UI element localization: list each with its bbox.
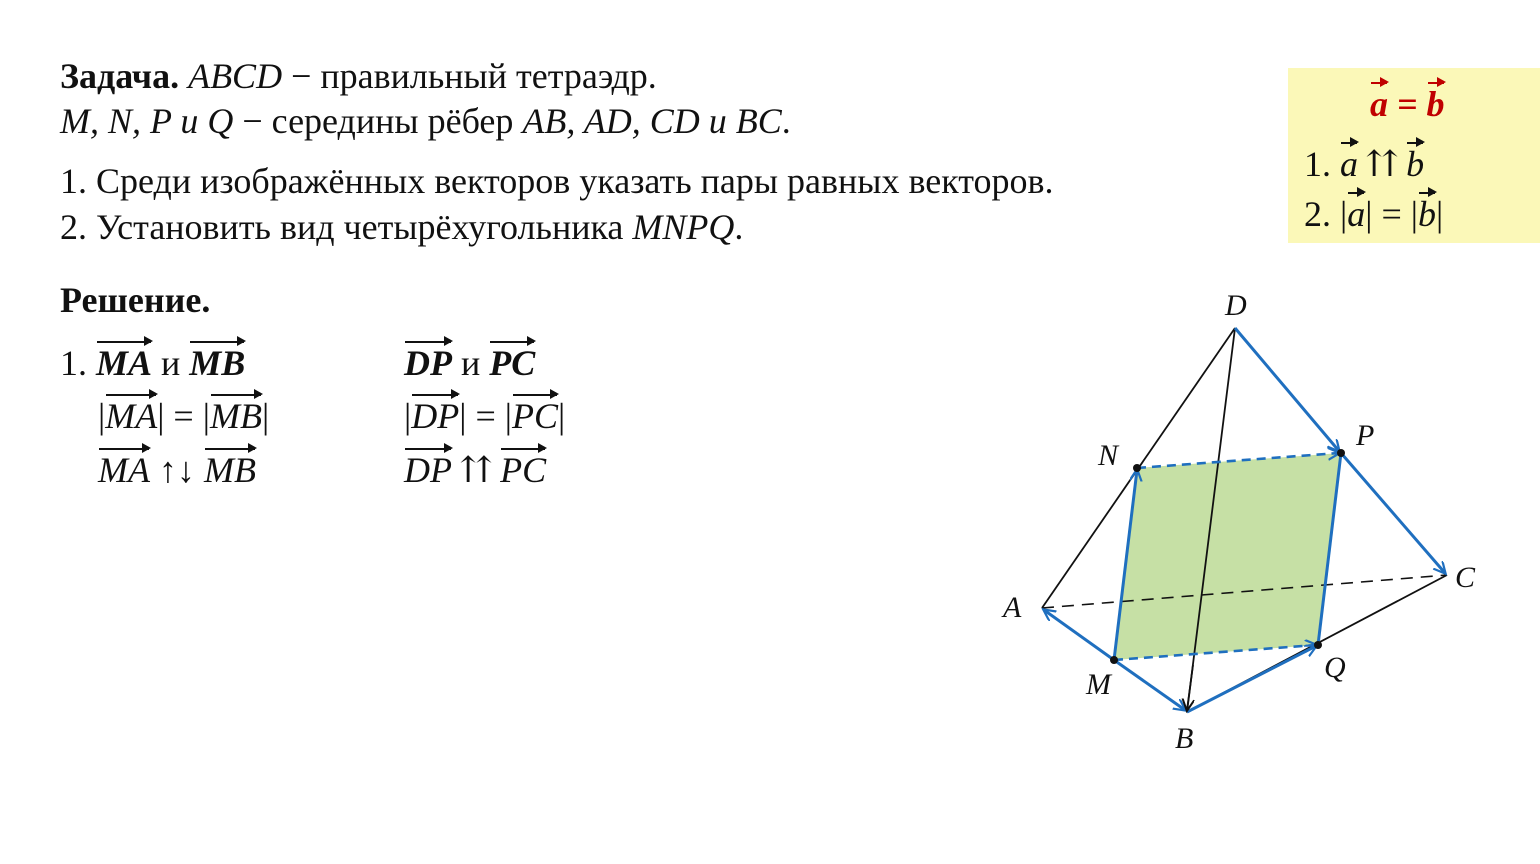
hint-rule-1-b: b: [1406, 144, 1425, 184]
length-DP: DP: [411, 396, 460, 436]
vector-arrow-DP: [1235, 328, 1339, 451]
length-MA: MA: [105, 396, 158, 436]
hint-rule-2-num: 2.: [1304, 194, 1331, 234]
hint-rule-1-num: 1.: [1304, 144, 1331, 184]
length-eq-2: =: [475, 396, 496, 436]
section-mnpq: [1114, 453, 1341, 660]
solution-label: Решение.: [60, 280, 211, 320]
task-line-2: M, N, P и Q − середины рёбер AB, AD, CD и BC.: [60, 101, 791, 141]
and-word-2: и: [461, 343, 481, 383]
dir-DP: DP: [404, 450, 452, 490]
hint-rule-2: 2. |a| = |b|: [1304, 194, 1444, 234]
vector-arrow-BQ: [1187, 646, 1316, 712]
label-N: N: [1098, 439, 1119, 472]
arrow-to-B: [1187, 665, 1193, 710]
vector-MA: MA: [96, 343, 153, 383]
dir-MA: MA: [98, 450, 150, 490]
vector-MB: MB: [189, 343, 246, 383]
length-MB: MB: [209, 396, 262, 436]
task-line-1-tail: правильный тетраэдр.: [320, 56, 657, 96]
vector-PC: PC: [489, 343, 536, 383]
midpoint-names: M, N, P и Q: [60, 101, 234, 141]
label-P: P: [1356, 419, 1375, 452]
hint-rule-1-a: a: [1340, 144, 1358, 184]
label-B: B: [1175, 722, 1194, 755]
hint-rule-2-eq: =: [1381, 194, 1402, 234]
point-Q: [1314, 641, 1322, 649]
solution-pair-1-length: |MA| = |MB|: [98, 396, 270, 436]
label-C: C: [1455, 561, 1476, 594]
vector-arrow-PC: [1341, 453, 1445, 573]
hint-vector-a: a: [1370, 84, 1388, 124]
label-M: M: [1086, 668, 1111, 701]
point-N: [1133, 464, 1141, 472]
question-1: 1. Среди изображённых векторов указать пары равных векторов.: [60, 161, 1054, 201]
vector-arrow-MB: [1114, 660, 1185, 710]
dir-MB: MB: [203, 450, 256, 490]
task-line-2-mid: середины рёбер: [271, 101, 514, 141]
point-P: [1337, 449, 1345, 457]
label-A: A: [1003, 591, 1022, 624]
question-2-text: 2. Установить вид четырёхугольника: [60, 207, 624, 247]
hint-eq: =: [1397, 84, 1418, 124]
opposite-direction-sign: ↑↓: [158, 450, 195, 490]
hint-rule-2-a: a: [1347, 194, 1366, 234]
label-D: D: [1225, 289, 1247, 322]
edge-names: AB, AD, CD и BC: [522, 101, 782, 141]
and-word: и: [161, 343, 181, 383]
task-dash-2: −: [242, 101, 263, 141]
vector-arrow-MA: [1044, 610, 1114, 660]
hint-rule-1-rel: ⇈: [1367, 144, 1398, 184]
task-label: Задача.: [60, 56, 180, 96]
hint-vector-b: b: [1426, 84, 1445, 124]
question-2: 2. Установить вид четырёхугольника MNPQ.: [60, 207, 744, 247]
tetrahedron-name: ABCD: [188, 56, 283, 96]
vector-DP: DP: [404, 343, 452, 383]
solution-number: 1.: [60, 343, 87, 383]
length-eq-1: =: [173, 396, 194, 436]
label-Q: Q: [1324, 651, 1346, 684]
codirectional-sign: ⇈: [461, 450, 492, 490]
dir-PC: PC: [500, 450, 547, 490]
solution-pair-2-length: |DP| = |PC|: [404, 396, 566, 436]
hint-rule-2-b: b: [1417, 194, 1436, 234]
quadrilateral-name: MNPQ: [632, 207, 735, 247]
task-dash: −: [291, 56, 312, 96]
length-PC: PC: [511, 396, 558, 436]
point-M: [1110, 656, 1118, 664]
